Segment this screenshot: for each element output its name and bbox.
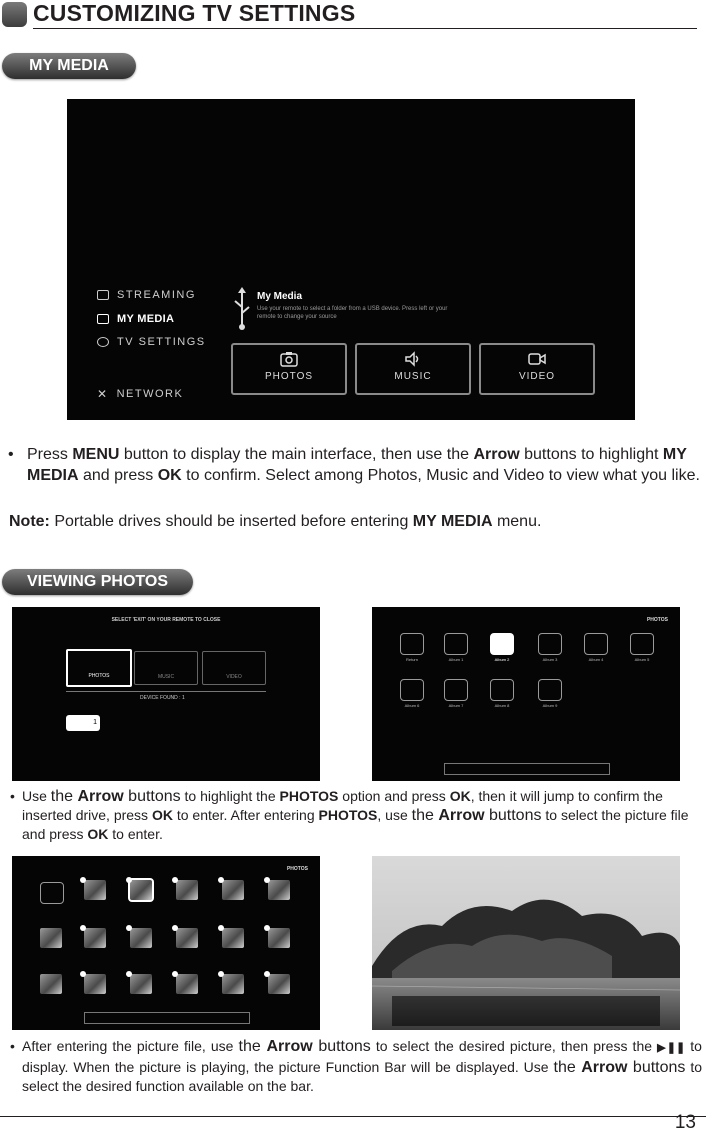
tile-video-small: VIDEO	[202, 651, 266, 685]
my-media-screenshot	[67, 99, 635, 420]
info-bar	[444, 763, 610, 775]
my-media-heading: My Media	[257, 291, 303, 302]
usb-device-button: 1	[66, 715, 100, 731]
footer-rule	[0, 1116, 706, 1117]
photo-thumbnail	[176, 974, 198, 994]
album-5	[630, 633, 654, 655]
check-icon	[218, 971, 224, 977]
return-icon	[40, 882, 64, 904]
camera-icon	[97, 314, 109, 324]
photos-title: PHOTOS	[646, 617, 668, 623]
album-1	[444, 633, 468, 655]
device-found: DEVICE FOUND : 1	[140, 695, 185, 701]
check-icon	[264, 877, 270, 883]
tile-photos-small: PHOTOS	[66, 649, 132, 687]
check-icon	[218, 877, 224, 883]
check-icon	[218, 925, 224, 931]
section-label-my-media: MY MEDIA	[2, 53, 136, 79]
check-icon	[80, 971, 86, 977]
instruction-photos: Use the Arrow buttons to highlight the PHOTOS option and press OK, then it will jump to confirm the inserted drive, press OK to enter. After entering PHOTOS, use the Arrow buttons to select the picture file and press OK to enter.	[22, 788, 689, 842]
photo-thumbnail	[40, 928, 62, 948]
menu-item-tv-settings: TV SETTINGS	[97, 336, 206, 348]
album-8	[490, 679, 514, 701]
header-rule	[33, 28, 697, 29]
exit-hint: SELECT 'EXIT' ON YOUR REMOTE TO CLOSE	[111, 617, 221, 623]
check-icon	[126, 877, 132, 883]
play-pause-icon: ▶❚❚	[657, 1042, 686, 1054]
landscape-photo-screenshot	[372, 856, 680, 1030]
check-icon	[172, 971, 178, 977]
source-select-screenshot	[12, 607, 320, 781]
album-7	[444, 679, 468, 701]
bullet-3: •	[10, 1038, 15, 1054]
note: Note: Portable drives should be inserted before entering MY MEDIA menu.	[9, 513, 542, 530]
check-icon	[80, 877, 86, 883]
bullet-2: •	[10, 788, 15, 804]
usb-icon	[232, 287, 252, 331]
photo-thumbnail	[222, 928, 244, 948]
header-icon	[2, 2, 27, 27]
photo-thumbnail	[130, 880, 152, 900]
photo-thumbnail	[84, 880, 106, 900]
tile-music: MUSIC	[355, 343, 471, 395]
camera-icon	[280, 351, 298, 367]
tile-photos: PHOTOS	[231, 343, 347, 395]
album-grid-screenshot: PHOTOS Return Album 1 Album 2 Album 3 Album 4 Album 5 Album 6 Album 7 Album 8 Album 9	[372, 607, 680, 781]
photo-thumbnail	[40, 974, 62, 994]
album-4	[584, 633, 608, 655]
check-icon	[264, 971, 270, 977]
bullet-1: •	[8, 446, 14, 463]
check-icon	[172, 877, 178, 883]
check-icon	[126, 925, 132, 931]
menu-item-network: ✕ NETWORK	[97, 387, 184, 401]
photo-thumbnail	[130, 974, 152, 994]
photo-thumbnail	[130, 928, 152, 948]
album-9	[538, 679, 562, 701]
photo-thumbnail	[222, 880, 244, 900]
my-media-description: Use your remote to select a folder from a USB device. Press left or your remote to change your source	[257, 306, 448, 320]
page-number: 13	[674, 1112, 696, 1133]
gear-icon	[97, 337, 109, 347]
network-icon: ✕	[97, 387, 109, 401]
info-bar	[84, 1012, 250, 1024]
photo-grid-screenshot	[12, 856, 320, 1030]
speaker-icon	[404, 351, 422, 367]
photo-thumbnail	[176, 880, 198, 900]
page-title: CUSTOMIZING TV SETTINGS	[33, 0, 356, 26]
video-camera-icon	[528, 351, 546, 367]
instruction-my-media: Press MENU button to display the main interface, then use the Arrow buttons to highlight MY MEDIA and press OK to confirm. Select among Photos, Music and Video to view what you like.	[27, 446, 700, 484]
section-label-viewing-photos: VIEWING PHOTOS	[2, 569, 193, 595]
album-2	[490, 633, 514, 655]
menu-item-streaming: STREAMING	[97, 289, 196, 301]
return-icon	[400, 633, 424, 655]
check-icon	[126, 971, 132, 977]
landscape-photo	[372, 856, 680, 1030]
album-6	[400, 679, 424, 701]
photo-thumbnail	[84, 928, 106, 948]
album-3	[538, 633, 562, 655]
menu-item-my-media: MY MEDIA	[97, 313, 174, 325]
photo-thumbnail	[222, 974, 244, 994]
photo-thumbnail	[268, 880, 290, 900]
instruction-playback: After entering the picture file, use the Arrow buttons to select the desired picture, then press the ▶❚❚ to display. When the picture is playing, the picture Function Bar will be displayed. Use the Arrow buttons to select the desired function available on the bar.	[22, 1038, 702, 1094]
photo-thumbnail	[268, 928, 290, 948]
tile-music-small: MUSIC	[134, 651, 198, 685]
check-icon	[80, 925, 86, 931]
check-icon	[264, 925, 270, 931]
tile-video: VIDEO	[479, 343, 595, 395]
photo-thumbnail	[176, 928, 198, 948]
photo-thumbnail	[84, 974, 106, 994]
check-icon	[172, 925, 178, 931]
photos-title: PHOTOS	[286, 866, 308, 872]
photo-thumbnail	[268, 974, 290, 994]
monitor-icon	[97, 290, 109, 300]
